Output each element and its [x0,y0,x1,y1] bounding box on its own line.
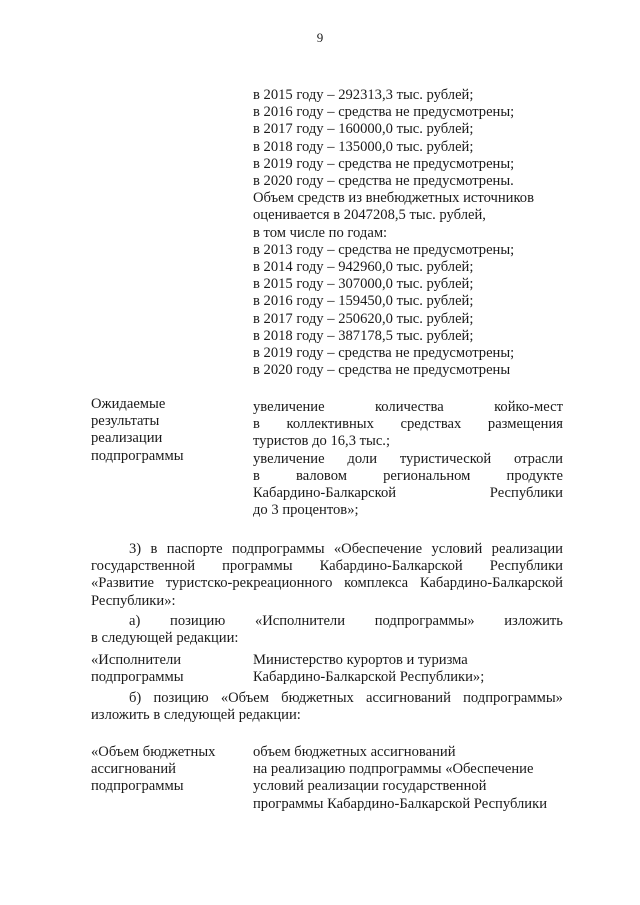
results-label-line: реализации [91,430,163,447]
executors-label-line: «Исполнители [91,652,182,668]
funding-line: в 2018 году – 135000,0 тыс. рублей; [253,138,474,155]
budget-value-line: на реализацию подпрограммы «Обеспечение [253,761,534,778]
funding-line: Объем средств из внебюджетных источников [253,190,534,207]
item-3-line: государственной программы Кабардино-Балкарской Республики [91,558,563,575]
item-3-line: «Развитие туристско-рекреационного комплекса Кабардино-Балкарской [91,575,563,592]
funding-line: в 2015 году – 292313,3 тыс. рублей; [253,87,474,103]
item-3-line: 3) в паспорте подпрограммы «Обеспечение условий реализации [129,541,563,557]
item-3-line: Республики»: [91,592,176,609]
funding-line: в 2017 году – 250620,0 тыс. рублей; [253,310,474,327]
budget-value-line: объем бюджетных ассигнований [253,744,456,760]
results-line: увеличение доли туристической отрасли [253,450,563,467]
executors-value-line: Министерство курортов и туризма [253,652,468,668]
results-line: в коллективных средствах размещения [253,416,563,433]
executors-value-line: Кабардино-Балкарской Республики»; [253,669,485,686]
results-line: Кабардино-Балкарской Республики [253,485,563,502]
results-line: в валовом региональном продукте [253,467,563,484]
item-a-line: в следующей редакции: [91,630,239,647]
budget-label-line: ассигнований [91,761,176,778]
funding-line: в 2017 году – 160000,0 тыс. рублей; [253,121,474,138]
results-label-line: результаты [91,413,160,430]
funding-line: в том числе по годам: [253,224,388,241]
funding-line: в 2020 году – средства не предусмотрены [253,362,511,379]
results-line: увеличение количества койко-мест [253,399,563,415]
funding-line: в 2016 году – 159450,0 тыс. рублей; [253,293,474,310]
funding-line: в 2015 году – 307000,0 тыс. рублей; [253,276,474,293]
item-b-line: изложить в следующей редакции: [91,707,301,724]
item-a-paragraph [91,613,563,647]
funding-line: оценивается в 2047208,5 тыс. рублей, [253,207,486,224]
funding-line: в 2019 году – средства не предусмотрены; [253,155,515,172]
funding-line: в 2014 году – 942960,0 тыс. рублей; [253,259,474,276]
executors-value [253,652,563,686]
item-3-paragraph [91,541,563,610]
results-line: туристов до 16,3 тыс.; [253,433,391,450]
page-number: 9 [316,30,324,45]
executors-label-line: подпрограммы [91,669,184,686]
funding-block [253,87,563,379]
budget-value [253,744,563,813]
item-b-line: б) позицию «Объем бюджетных ассигнований подпрограммы» [129,690,563,706]
funding-line: в 2019 году – средства не предусмотрены; [253,345,515,362]
funding-line: в 2013 году – средства не предусмотрены; [253,241,515,258]
budget-label-line: подпрограммы [91,778,184,795]
results-label-line: подпрограммы [91,447,184,464]
budget-value-line: программы Кабардино-Балкарской Республики [253,795,548,812]
budget-value-line: условий реализации государственной [253,778,487,795]
funding-line: в 2020 году – средства не предусмотрены. [253,173,514,190]
results-line: до 3 процентов»; [253,502,359,519]
executors-label [91,652,184,686]
results-label-line: Ожидаемые [91,396,166,412]
results-value [253,399,563,519]
results-label [91,396,184,465]
item-b-paragraph [91,690,563,724]
budget-label [91,744,215,796]
budget-label-line: «Объем бюджетных [91,744,216,760]
funding-line: в 2018 году – 387178,5 тыс. рублей; [253,327,474,344]
item-a-line: а) позицию «Исполнители подпрограммы» изложить [129,613,563,629]
funding-line: в 2016 году – средства не предусмотрены; [253,104,515,121]
